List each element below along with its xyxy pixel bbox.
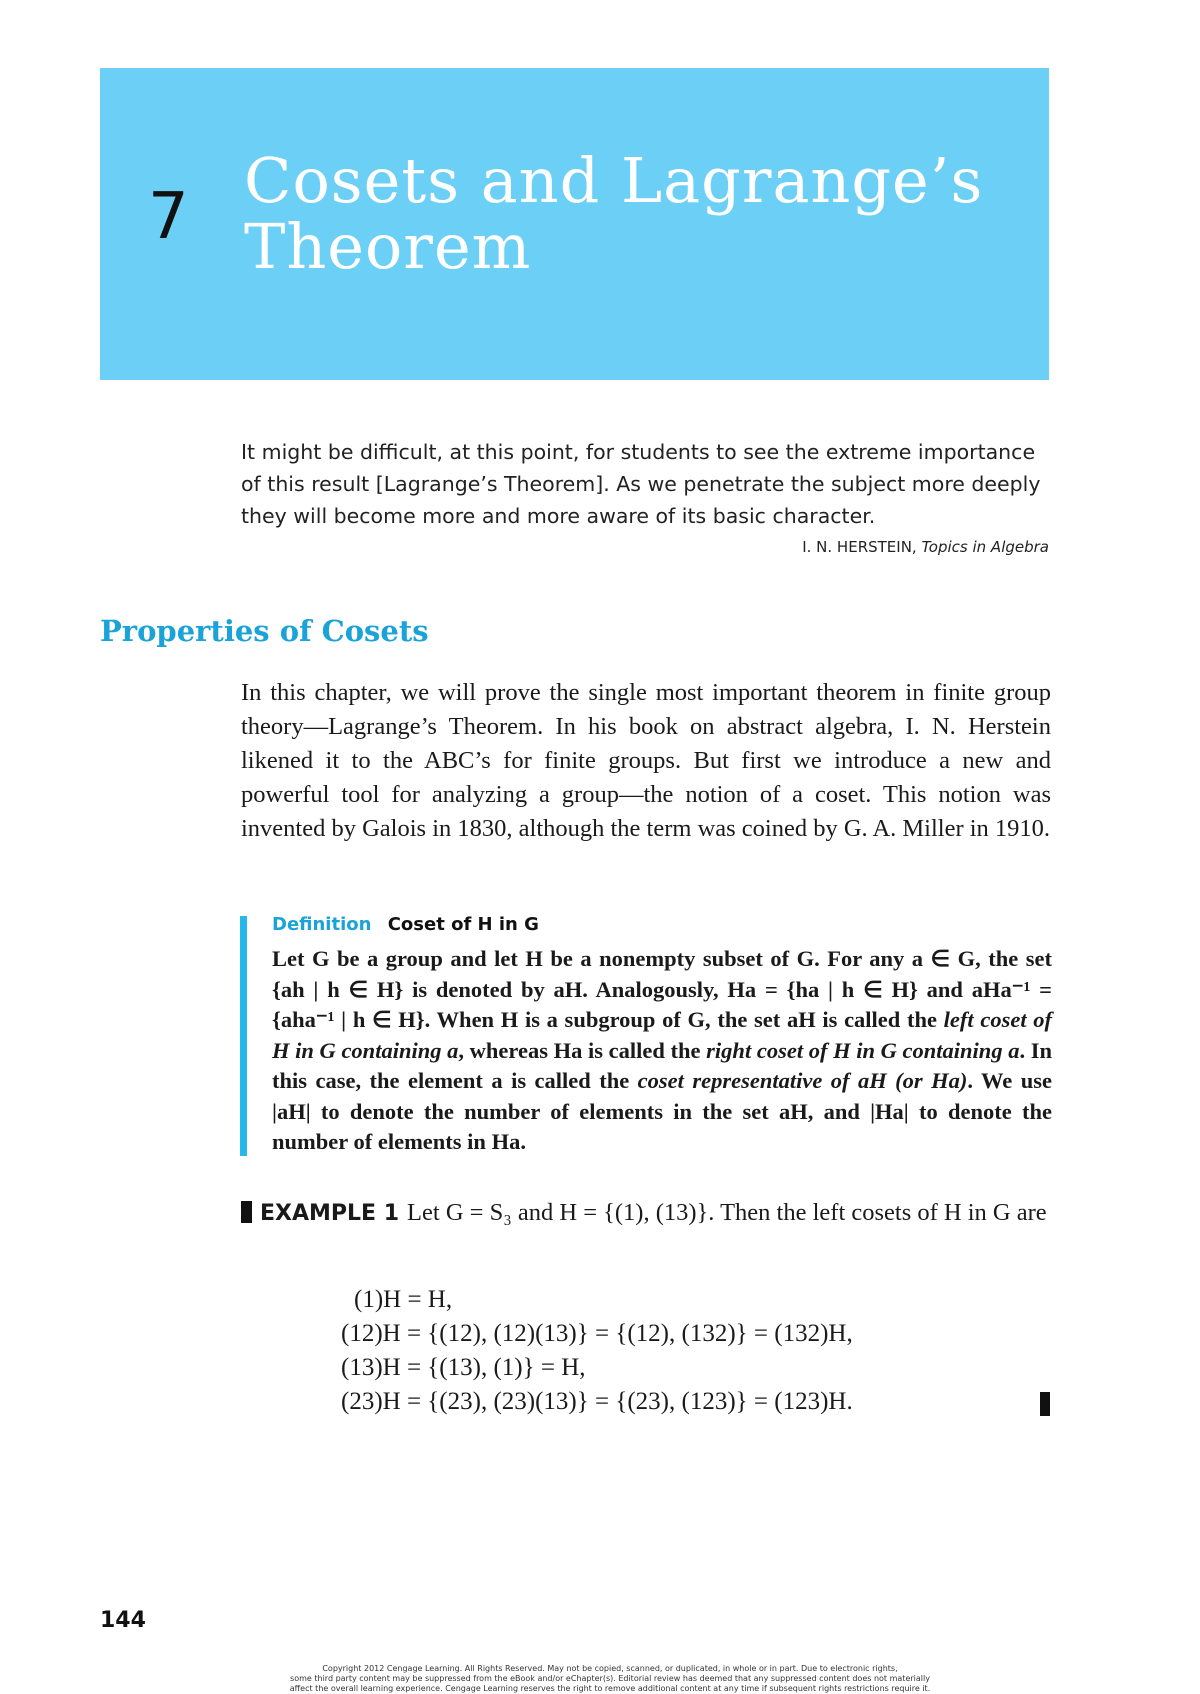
- example-intro: [241, 1196, 1051, 1231]
- copyright-line: some third party content may be suppressed from the eBook and/or eChapter(s). Editorial review has deemed that any suppressed content does not materially: [290, 1674, 930, 1683]
- section-heading: Properties of Cosets: [100, 614, 429, 648]
- definition-title: Coset of H in G: [387, 914, 539, 935]
- definition-header: [272, 914, 539, 935]
- coset-equation: (12)H = {(12), (12)(13)} = {(12), (132)} = (132)H,: [341, 1320, 853, 1347]
- example-marker-icon: [241, 1201, 252, 1223]
- page-number: 144: [100, 1608, 146, 1633]
- epigraph-attribution: [700, 538, 1049, 556]
- epigraph: It might be difficult, at this point, for students to see the extreme importance of this result [Lagrange’s Theorem]. As we penetrate the subject more deeply they will become more and more aware of its basic character.: [241, 440, 1041, 528]
- chapter-title-line2: Theorem: [244, 210, 532, 283]
- intro-paragraph: In this chapter, we will prove the single most important theorem in finite group theory—Lagrange’s Theorem. In his book on abstract algebra, I. N. Herstein likened it to the ABC’s for finite groups. But first we introduce a new and powerful tool for analyzing a group—the notion of a coset. This notion was invented by Galois in 1830, although the term was coined by G. A. Miller in 1910.: [241, 679, 1051, 842]
- example-label: EXAMPLE 1: [260, 1201, 400, 1226]
- definition-body: [272, 944, 1052, 1158]
- definition-text-3: . In this case, the element a is called the: [272, 1037, 1053, 1093]
- right-coset-term: right coset of H in G containing a: [706, 1037, 1020, 1063]
- coset-equation: (13)H = {(13), (1)} = H,: [341, 1354, 586, 1381]
- coset-representative-term: coset representative of aH (or Ha): [637, 1068, 968, 1093]
- definition-text-2: , whereas Ha is called the: [458, 1037, 707, 1063]
- copyright-notice: [270, 1664, 950, 1694]
- coset-equation: (23)H = {(23), (23)(13)} = {(23), (123)} = (123)H.: [341, 1388, 853, 1415]
- definition-accent-bar: [240, 916, 247, 1156]
- copyright-line: Copyright 2012 Cengage Learning. All Rights Reserved. May not be copied, scanned, or duplicated, in whole or in part. Due to electronic rights,: [322, 1664, 898, 1673]
- chapter-title: [244, 144, 1034, 283]
- definition-text-1: Let G be a group and let H be a nonempty subset of G. For any a ∈ G, the set {ah | h ∈ H} is denoted by aH. Analogously, Ha = {ha | h ∈ H} and aHa⁻¹ = {aha⁻¹ | h ∈ H}. When H is a subgroup of G, the set aH is called the: [272, 946, 1052, 1032]
- epigraph-author: I. N. HERSTEIN,: [802, 538, 917, 556]
- chapter-title-line1: Cosets and Lagrange’s: [244, 144, 984, 217]
- definition-label: Definition: [272, 914, 372, 935]
- definition-text-4: . We use |aH| to denote the number of elements in the set aH, and |Ha| to denote the number of elements in Ha.: [272, 1068, 1052, 1154]
- copyright-line: affect the overall learning experience. Cengage Learning reserves the right to remove additional content at any time if subsequent rights restrictions require it.: [289, 1684, 931, 1693]
- coset-equation: (1)H = H,: [354, 1286, 453, 1313]
- example-end-marker-icon: [1040, 1392, 1050, 1416]
- example-text: Let G = S₃ and H = {(1), (13)}. Then the left cosets of H in G are: [407, 1199, 1047, 1226]
- left-coset-term: left coset of H in G containing a: [272, 1007, 1052, 1063]
- chapter-number: 7: [148, 180, 189, 254]
- epigraph-book: Topics in Algebra: [921, 538, 1049, 556]
